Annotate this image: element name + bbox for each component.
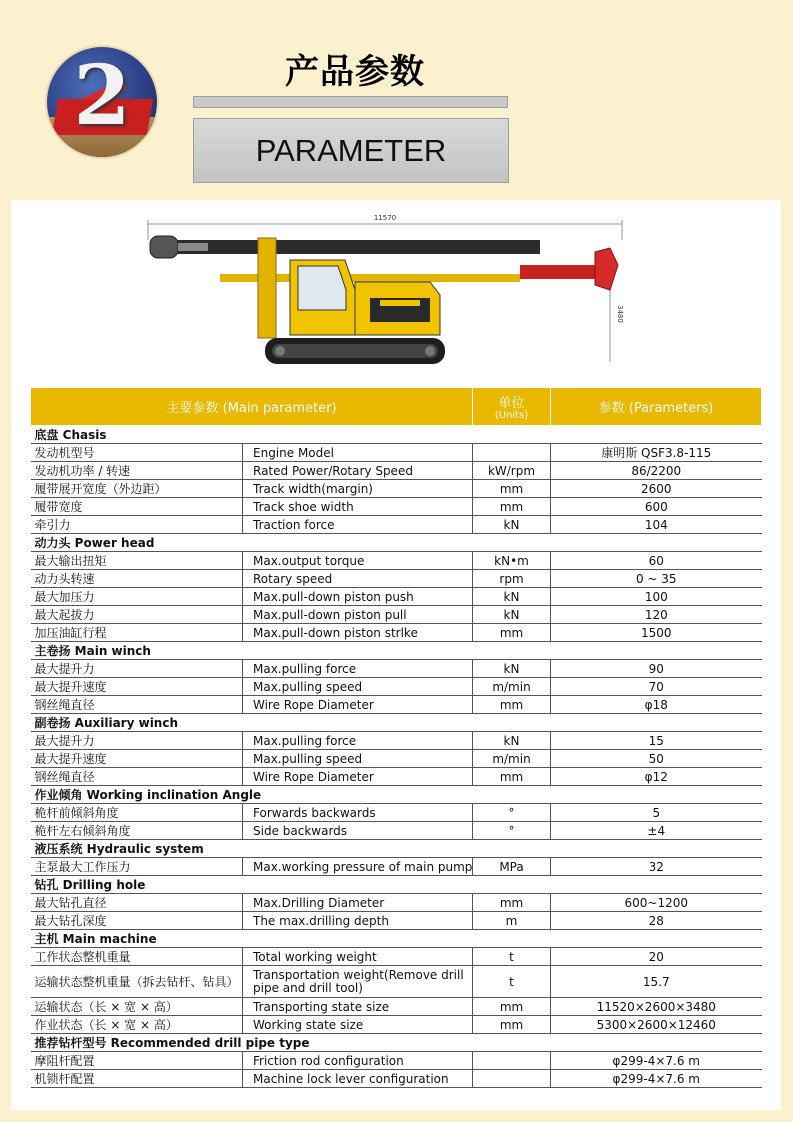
section-title: 主机 Main machine bbox=[31, 930, 762, 948]
param-name-en: Friction rod configuration bbox=[243, 1052, 473, 1070]
param-name-en: Transportation weight(Remove drill pipe and drill tool) bbox=[243, 966, 473, 998]
param-name-cn: 加压油缸行程 bbox=[31, 624, 243, 642]
param-name-en: Working state size bbox=[243, 1016, 473, 1034]
param-unit: kN bbox=[473, 732, 551, 750]
param-name-en: Track width(margin) bbox=[243, 480, 473, 498]
section-header-row bbox=[31, 930, 762, 948]
section-number-badge bbox=[45, 45, 159, 159]
param-name-en: Max.pulling speed bbox=[243, 750, 473, 768]
param-value: 120 bbox=[551, 606, 762, 624]
section-title: 副卷扬 Auxiliary winch bbox=[31, 714, 762, 732]
table-row bbox=[31, 552, 762, 570]
table-row bbox=[31, 912, 762, 930]
table-row bbox=[31, 444, 762, 462]
param-value: 15.7 bbox=[551, 966, 762, 998]
table-row bbox=[31, 822, 762, 840]
param-unit: MPa bbox=[473, 858, 551, 876]
table-row bbox=[31, 624, 762, 642]
param-value: 康明斯 QSF3.8-115 bbox=[551, 444, 762, 462]
section-title: 主卷扬 Main winch bbox=[31, 642, 762, 660]
parameters-table bbox=[30, 387, 762, 1088]
table-row bbox=[31, 480, 762, 498]
table-row bbox=[31, 966, 762, 998]
param-value: 104 bbox=[551, 516, 762, 534]
param-name-en: Max.output torque bbox=[243, 552, 473, 570]
table-row bbox=[31, 516, 762, 534]
table-row bbox=[31, 858, 762, 876]
height-dimension-label: 3480 bbox=[616, 305, 624, 323]
table-row bbox=[31, 768, 762, 786]
param-unit: mm bbox=[473, 1016, 551, 1034]
table-row bbox=[31, 606, 762, 624]
param-name-cn: 发动机功率 / 转速 bbox=[31, 462, 243, 480]
param-unit: t bbox=[473, 966, 551, 998]
param-unit bbox=[473, 1052, 551, 1070]
param-name-en: Max.pull-down piston strlke bbox=[243, 624, 473, 642]
param-name-en: Machine lock lever configuration bbox=[243, 1070, 473, 1088]
param-name-en: Max.pulling speed bbox=[243, 678, 473, 696]
table-row bbox=[31, 462, 762, 480]
param-name-cn: 最大输出扭矩 bbox=[31, 552, 243, 570]
table-row bbox=[31, 998, 762, 1016]
param-name-cn: 最大钻孔直径 bbox=[31, 894, 243, 912]
param-unit: m/min bbox=[473, 678, 551, 696]
table-row bbox=[31, 696, 762, 714]
param-name-cn: 运输状态整机重量（拆去钻杆、钻具） bbox=[31, 966, 243, 998]
param-name-en: Max.pull-down piston push bbox=[243, 588, 473, 606]
param-name-cn: 桅杆左右倾斜角度 bbox=[31, 822, 243, 840]
table-row bbox=[31, 660, 762, 678]
param-name-en: Max.working pressure of main pump bbox=[243, 858, 473, 876]
param-value: 600~1200 bbox=[551, 894, 762, 912]
table-row bbox=[31, 678, 762, 696]
table-row bbox=[31, 894, 762, 912]
param-unit: mm bbox=[473, 998, 551, 1016]
section-title: 推荐钻杆型号 Recommended drill pipe type bbox=[31, 1034, 762, 1052]
param-name-cn: 钢丝绳直径 bbox=[31, 696, 243, 714]
param-value: φ299-4×7.6 m bbox=[551, 1052, 762, 1070]
table-row bbox=[31, 804, 762, 822]
section-header-row bbox=[31, 534, 762, 552]
param-value: 15 bbox=[551, 732, 762, 750]
param-value: 5 bbox=[551, 804, 762, 822]
section-title: 动力头 Power head bbox=[31, 534, 762, 552]
param-value: 20 bbox=[551, 948, 762, 966]
table-row bbox=[31, 750, 762, 768]
param-unit: m bbox=[473, 912, 551, 930]
param-name-cn: 最大提升速度 bbox=[31, 678, 243, 696]
section-title: 作业倾角 Working inclination Angle bbox=[31, 786, 762, 804]
param-name-cn: 动力头转速 bbox=[31, 570, 243, 588]
param-unit: mm bbox=[473, 480, 551, 498]
param-unit: mm bbox=[473, 624, 551, 642]
param-value: 50 bbox=[551, 750, 762, 768]
param-unit: m/min bbox=[473, 750, 551, 768]
param-name-cn: 运输状态（长 × 宽 × 高） bbox=[31, 998, 243, 1016]
param-unit: kN•m bbox=[473, 552, 551, 570]
param-name-en: Max.Drilling Diameter bbox=[243, 894, 473, 912]
param-name-cn: 最大起拔力 bbox=[31, 606, 243, 624]
header-parameters: 参数 (Parameters) bbox=[551, 388, 762, 426]
param-unit: t bbox=[473, 948, 551, 966]
page-title-en: PARAMETER bbox=[255, 132, 447, 168]
param-name-en: Engine Model bbox=[243, 444, 473, 462]
param-name-cn: 机锁杆配置 bbox=[31, 1070, 243, 1088]
param-value: 11520×2600×3480 bbox=[551, 998, 762, 1016]
section-header-row bbox=[31, 876, 762, 894]
param-unit: ° bbox=[473, 822, 551, 840]
param-value: 28 bbox=[551, 912, 762, 930]
table-row bbox=[31, 498, 762, 516]
header-main-parameter: 主要参数 (Main parameter) bbox=[31, 388, 473, 426]
param-unit: mm bbox=[473, 894, 551, 912]
header-units bbox=[473, 388, 551, 426]
param-unit: mm bbox=[473, 498, 551, 516]
param-name-en: Total working weight bbox=[243, 948, 473, 966]
param-value: 32 bbox=[551, 858, 762, 876]
table-row bbox=[31, 588, 762, 606]
section-header-row bbox=[31, 1034, 762, 1052]
table-row bbox=[31, 570, 762, 588]
param-name-en: Side backwards bbox=[243, 822, 473, 840]
section-header-row bbox=[31, 714, 762, 732]
param-name-cn: 履带宽度 bbox=[31, 498, 243, 516]
section-header-row bbox=[31, 786, 762, 804]
param-value: 5300×2600×12460 bbox=[551, 1016, 762, 1034]
param-name-cn: 最大提升速度 bbox=[31, 750, 243, 768]
param-value: 86/2200 bbox=[551, 462, 762, 480]
param-unit bbox=[473, 444, 551, 462]
param-name-cn: 作业状态（长 × 宽 × 高） bbox=[31, 1016, 243, 1034]
param-value: φ12 bbox=[551, 768, 762, 786]
section-title: 底盘 Chasis bbox=[31, 426, 762, 444]
param-name-en: Wire Rope Diameter bbox=[243, 696, 473, 714]
param-unit: kN bbox=[473, 660, 551, 678]
table-row bbox=[31, 732, 762, 750]
param-name-cn: 牵引力 bbox=[31, 516, 243, 534]
section-header-row bbox=[31, 840, 762, 858]
param-value: 60 bbox=[551, 552, 762, 570]
param-name-cn: 最大钻孔深度 bbox=[31, 912, 243, 930]
table-header-row bbox=[31, 388, 762, 426]
param-name-en: Max.pulling force bbox=[243, 732, 473, 750]
param-value: 1500 bbox=[551, 624, 762, 642]
param-name-cn: 最大提升力 bbox=[31, 732, 243, 750]
param-unit: kN bbox=[473, 516, 551, 534]
param-name-cn: 主泵最大工作压力 bbox=[31, 858, 243, 876]
param-name-en: Max.pulling force bbox=[243, 660, 473, 678]
param-name-en: Forwards backwards bbox=[243, 804, 473, 822]
page-title-en-box bbox=[193, 118, 509, 183]
param-name-cn: 桅杆前倾斜角度 bbox=[31, 804, 243, 822]
section-header-row bbox=[31, 642, 762, 660]
table-row bbox=[31, 1016, 762, 1034]
param-value: 100 bbox=[551, 588, 762, 606]
param-value: 0 ~ 35 bbox=[551, 570, 762, 588]
param-value: ±4 bbox=[551, 822, 762, 840]
param-name-en: Max.pull-down piston pull bbox=[243, 606, 473, 624]
param-value: 70 bbox=[551, 678, 762, 696]
header-units-cn: 单位 bbox=[498, 396, 525, 411]
param-unit: kN bbox=[473, 606, 551, 624]
header-units-en: (Units) bbox=[494, 410, 529, 421]
param-unit: mm bbox=[473, 696, 551, 714]
param-value: 90 bbox=[551, 660, 762, 678]
param-name-en: Track shoe width bbox=[243, 498, 473, 516]
param-unit: ° bbox=[473, 804, 551, 822]
param-name-en: Wire Rope Diameter bbox=[243, 768, 473, 786]
param-name-en: The max.drilling depth bbox=[243, 912, 473, 930]
param-value: φ299-4×7.6 m bbox=[551, 1070, 762, 1088]
page-title-cn: 产品参数 bbox=[285, 52, 425, 92]
param-name-en: Rated Power/Rotary Speed bbox=[243, 462, 473, 480]
table-body bbox=[31, 426, 762, 1088]
param-name-cn: 摩阻杆配置 bbox=[31, 1052, 243, 1070]
table-row bbox=[31, 1070, 762, 1088]
param-unit: kW/rpm bbox=[473, 462, 551, 480]
length-dimension-label: 11570 bbox=[373, 214, 397, 222]
drilling-rig-drawing bbox=[140, 210, 630, 370]
param-value: 2600 bbox=[551, 480, 762, 498]
param-name-cn: 履带展开宽度（外边距） bbox=[31, 480, 243, 498]
param-value: 600 bbox=[551, 498, 762, 516]
param-unit: rpm bbox=[473, 570, 551, 588]
param-name-cn: 最大加压力 bbox=[31, 588, 243, 606]
section-title: 钻孔 Drilling hole bbox=[31, 876, 762, 894]
param-name-en: Traction force bbox=[243, 516, 473, 534]
param-name-en: Transporting state size bbox=[243, 998, 473, 1016]
param-value: φ18 bbox=[551, 696, 762, 714]
param-name-cn: 发动机型号 bbox=[31, 444, 243, 462]
param-unit: kN bbox=[473, 588, 551, 606]
param-unit: mm bbox=[473, 768, 551, 786]
section-title: 液压系统 Hydraulic system bbox=[31, 840, 762, 858]
param-name-cn: 工作状态整机重量 bbox=[31, 948, 243, 966]
param-name-en: Rotary speed bbox=[243, 570, 473, 588]
param-name-cn: 最大提升力 bbox=[31, 660, 243, 678]
table-row bbox=[31, 1052, 762, 1070]
section-header-row bbox=[31, 426, 762, 444]
table-row bbox=[31, 948, 762, 966]
param-unit bbox=[473, 1070, 551, 1088]
title-divider bbox=[193, 96, 508, 108]
badge-number: 2 bbox=[73, 48, 131, 144]
param-name-cn: 钢丝绳直径 bbox=[31, 768, 243, 786]
